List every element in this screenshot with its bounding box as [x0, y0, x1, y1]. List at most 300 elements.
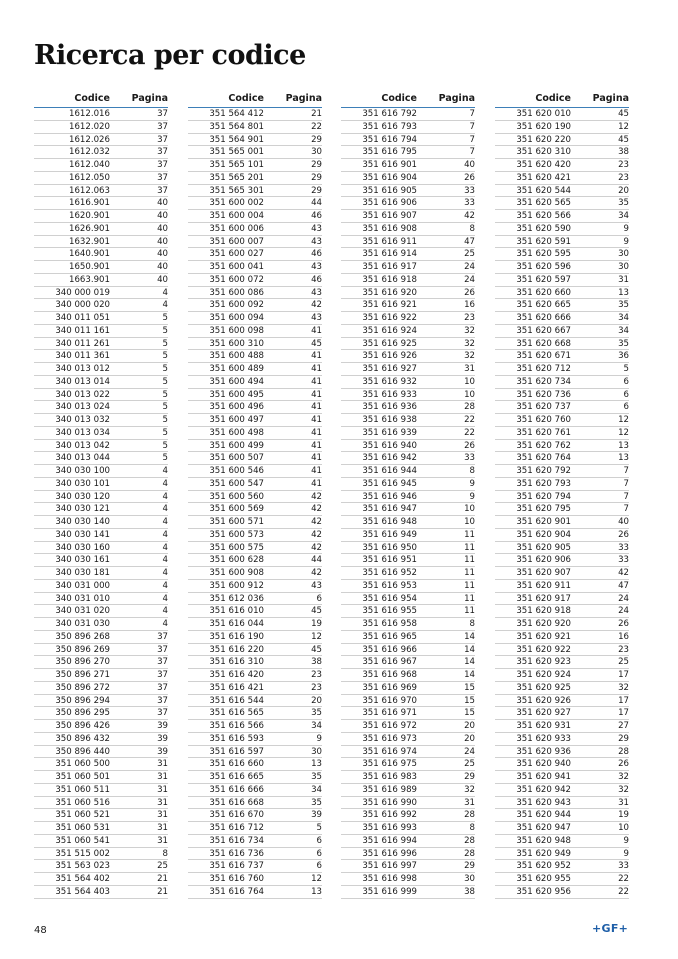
table-row — [34, 682, 168, 695]
table-body — [495, 108, 629, 899]
code-cell: 340 030 161 — [55, 555, 110, 566]
table-row — [188, 529, 322, 542]
table-row — [188, 644, 322, 657]
page-cell: 14 — [464, 631, 475, 642]
page-cell: 32 — [464, 325, 475, 336]
table-row — [188, 656, 322, 669]
code-cell: 351 564 901 — [209, 134, 264, 145]
table-row — [495, 771, 629, 784]
table-row — [341, 503, 475, 516]
page-cell: 4 — [162, 300, 168, 311]
page-cell: 26 — [618, 759, 629, 770]
table-row — [34, 797, 168, 810]
table-row — [34, 554, 168, 567]
code-cell: 351 600 571 — [209, 517, 264, 527]
table-row — [341, 516, 475, 529]
code-cell: 1616.901 — [68, 198, 110, 209]
page-cell: 37 — [157, 134, 168, 145]
table-row — [34, 822, 168, 835]
code-cell: 351 616 972 — [362, 721, 417, 731]
table-row — [188, 593, 322, 606]
code-cell: 351 620 907 — [516, 568, 571, 578]
table-body — [34, 108, 168, 899]
page-cell: 14 — [464, 670, 475, 680]
table-row — [188, 121, 322, 134]
code-cell: 340 031 020 — [55, 606, 110, 617]
table-row — [188, 401, 322, 414]
code-cell: 351 616 992 — [362, 810, 417, 821]
code-cell: 351 564 403 — [55, 886, 110, 897]
table-row — [34, 210, 168, 223]
table-row — [495, 733, 629, 746]
page-cell: 23 — [618, 172, 629, 183]
page-cell: 43 — [311, 287, 322, 298]
code-cell: 351 564 801 — [209, 121, 264, 132]
table-row — [34, 542, 168, 555]
code-cell: 350 896 295 — [55, 708, 110, 719]
page-cell: 28 — [464, 810, 475, 821]
code-cell: 351 600 494 — [209, 376, 264, 387]
code-cell: 351 620 760 — [516, 415, 571, 425]
code-cell: 351 620 949 — [516, 848, 571, 859]
table-row — [495, 401, 629, 414]
page-cell: 12 — [618, 427, 629, 438]
page-cell: 13 — [311, 759, 322, 770]
page-cell: 40 — [157, 274, 168, 285]
page-cell: 4 — [162, 593, 168, 604]
table-row — [188, 427, 322, 440]
code-cell: 351 620 590 — [516, 223, 571, 234]
code-cell: 351 600 007 — [209, 236, 264, 247]
code-cell: 351 616 951 — [362, 555, 417, 566]
code-cell: 351 616 997 — [362, 861, 417, 872]
table-row — [495, 414, 629, 427]
code-cell: 351 600 488 — [209, 351, 264, 362]
page-cell: 41 — [311, 376, 322, 387]
table-row — [341, 873, 475, 886]
table-row — [341, 707, 475, 720]
page-cell: 16 — [618, 631, 629, 642]
code-cell: 351 616 938 — [362, 415, 417, 425]
code-cell: 340 011 161 — [55, 325, 110, 336]
page-cell: 44 — [311, 198, 322, 209]
page-cell: 39 — [157, 733, 168, 744]
table-row — [341, 172, 475, 185]
table-row — [495, 784, 629, 797]
code-cell: 351 616 996 — [362, 848, 417, 859]
page-cell: 28 — [464, 835, 475, 846]
table-row — [495, 465, 629, 478]
page-cell: 8 — [162, 848, 168, 859]
page-cell: 21 — [311, 109, 322, 119]
table-row — [341, 236, 475, 249]
page-cell: 42 — [311, 491, 322, 502]
table-row — [188, 797, 322, 810]
table-row — [34, 261, 168, 274]
table-row — [188, 503, 322, 516]
code-cell: 351 620 927 — [516, 708, 571, 719]
gf-logo: +GF+ — [592, 922, 629, 935]
table-row — [188, 159, 322, 172]
table-row — [34, 248, 168, 261]
page-cell: 46 — [311, 274, 322, 285]
code-cell: 351 616 907 — [362, 211, 417, 221]
code-cell: 351 616 970 — [362, 695, 417, 706]
code-cell: 351 620 597 — [516, 274, 571, 285]
page-cell: 41 — [311, 415, 322, 425]
table-row — [34, 287, 168, 300]
page-cell: 35 — [618, 338, 629, 349]
code-cell: 350 896 432 — [55, 733, 110, 744]
table-row — [34, 529, 168, 542]
code-cell: 350 896 440 — [55, 746, 110, 757]
table-row — [495, 185, 629, 198]
code-cell: 351 620 190 — [516, 121, 571, 132]
code-cell: 351 620 925 — [516, 682, 571, 693]
table-row — [341, 414, 475, 427]
page-cell: 32 — [464, 351, 475, 362]
table-row — [341, 886, 475, 899]
code-cell: 351 616 421 — [209, 682, 264, 693]
code-cell: 351 616 932 — [362, 376, 417, 387]
page-cell: 6 — [316, 835, 322, 846]
table-row — [495, 542, 629, 555]
table-row — [495, 134, 629, 147]
table-row — [495, 605, 629, 618]
table-row — [495, 338, 629, 351]
code-cell: 340 013 044 — [55, 453, 110, 464]
code-cell: 1620.901 — [68, 211, 110, 221]
code-cell: 351 616 974 — [362, 746, 417, 757]
page-cell: 37 — [157, 695, 168, 706]
table-row — [341, 822, 475, 835]
table-row — [341, 350, 475, 363]
table-row — [495, 567, 629, 580]
table-row — [341, 797, 475, 810]
page-cell: 24 — [464, 274, 475, 285]
table-row — [34, 848, 168, 861]
table-row — [495, 350, 629, 363]
code-cell: 351 620 010 — [516, 109, 571, 119]
page-cell: 6 — [316, 861, 322, 872]
table-row — [495, 325, 629, 338]
code-cell: 351 616 906 — [362, 198, 417, 209]
code-cell: 351 600 546 — [209, 466, 264, 476]
table-row — [495, 287, 629, 300]
page-cell: 39 — [157, 721, 168, 731]
page-cell: 11 — [464, 555, 475, 566]
table-row — [188, 860, 322, 873]
code-cell: 351 616 958 — [362, 619, 417, 629]
page-cell: 33 — [618, 542, 629, 553]
code-cell: 351 620 936 — [516, 746, 571, 757]
code-cell: 351 060 501 — [55, 772, 110, 782]
code-cell: 351 612 036 — [209, 593, 264, 604]
code-cell: 351 616 793 — [362, 121, 417, 132]
code-cell: 351 600 086 — [209, 287, 264, 298]
code-cell: 351 564 412 — [209, 109, 264, 119]
table-row — [341, 491, 475, 504]
page-cell: 22 — [618, 886, 629, 897]
table-body — [341, 108, 475, 899]
page-cell: 33 — [618, 861, 629, 872]
code-cell: 351 616 904 — [362, 172, 417, 183]
code-cell: 351 616 734 — [209, 835, 264, 846]
code-cell: 351 616 944 — [362, 466, 417, 476]
table-row — [495, 389, 629, 402]
table-row — [188, 299, 322, 312]
table-row — [495, 656, 629, 669]
page-cell: 47 — [618, 580, 629, 591]
table-row — [34, 299, 168, 312]
table-row — [34, 159, 168, 172]
code-cell: 351 620 665 — [516, 300, 571, 311]
code-cell: 351 616 933 — [362, 389, 417, 400]
page-cell: 4 — [162, 606, 168, 617]
code-cell: 351 616 764 — [209, 886, 264, 897]
code-cell: 351 620 940 — [516, 759, 571, 770]
table-row — [341, 299, 475, 312]
page-cell: 5 — [162, 415, 168, 425]
table-row — [495, 236, 629, 249]
code-cell: 351 616 945 — [362, 478, 417, 489]
table-row — [495, 274, 629, 287]
page-cell: 5 — [162, 453, 168, 464]
code-cell: 351 616 737 — [209, 861, 264, 872]
table-row — [188, 491, 322, 504]
code-cell: 351 620 905 — [516, 542, 571, 553]
code-cell: 351 600 092 — [209, 300, 264, 311]
page-cell: 17 — [618, 708, 629, 719]
page-cell: 44 — [311, 555, 322, 566]
code-cell: 351 600 041 — [209, 262, 264, 272]
table-row — [495, 197, 629, 210]
page-cell: 41 — [311, 351, 322, 362]
code-cell: 351 600 575 — [209, 542, 264, 553]
table-row — [188, 720, 322, 733]
table-row — [188, 248, 322, 261]
page-cell: 20 — [618, 185, 629, 196]
code-cell: 351 565 201 — [209, 172, 264, 183]
page-cell: 46 — [311, 211, 322, 221]
page-cell: 4 — [162, 529, 168, 540]
code-cell: 351 620 941 — [516, 772, 571, 782]
page-cell: 6 — [316, 848, 322, 859]
page-cell: 38 — [618, 147, 629, 158]
table-row — [188, 567, 322, 580]
code-cell: 351 616 660 — [209, 759, 264, 770]
page-cell: 25 — [464, 249, 475, 260]
code-cell: 351 616 940 — [362, 440, 417, 451]
code-cell: 351 620 565 — [516, 198, 571, 209]
table-row — [188, 197, 322, 210]
page-cell: 45 — [311, 606, 322, 617]
code-cell: 351 620 924 — [516, 670, 571, 680]
table-row — [34, 185, 168, 198]
page-cell: 30 — [618, 262, 629, 272]
code-cell: 350 896 270 — [55, 657, 110, 668]
page-cell: 24 — [618, 593, 629, 604]
code-cell: 351 620 906 — [516, 555, 571, 566]
table-row — [495, 223, 629, 236]
page-cell: 12 — [618, 121, 629, 132]
table-row — [341, 580, 475, 593]
page-cell: 20 — [464, 733, 475, 744]
table-row — [341, 542, 475, 555]
code-cell: 351 616 670 — [209, 810, 264, 821]
page-cell: 40 — [618, 517, 629, 527]
code-cell: 351 620 310 — [516, 147, 571, 158]
table-row — [341, 376, 475, 389]
code-cell: 351 620 942 — [516, 784, 571, 795]
code-cell: 351 515 002 — [55, 848, 110, 859]
code-cell: 351 620 660 — [516, 287, 571, 298]
page-cell: 5 — [162, 325, 168, 336]
page-cell: 33 — [464, 453, 475, 464]
page-cell: 5 — [162, 313, 168, 323]
table-row — [341, 427, 475, 440]
table-row — [34, 325, 168, 338]
code-cell: 351 616 914 — [362, 249, 417, 260]
code-cell: 351 620 952 — [516, 861, 571, 872]
page-cell: 22 — [464, 415, 475, 425]
page-cell: 37 — [157, 682, 168, 693]
table-row — [495, 797, 629, 810]
code-cell: 351 620 943 — [516, 797, 571, 808]
table-row — [188, 733, 322, 746]
page-cell: 9 — [623, 236, 629, 247]
code-cell: 351 600 072 — [209, 274, 264, 285]
code-cell: 351 565 101 — [209, 160, 264, 170]
table-row — [34, 376, 168, 389]
code-cell: 351 564 402 — [55, 874, 110, 884]
page-cell: 40 — [157, 198, 168, 209]
page-cell: 46 — [311, 249, 322, 260]
code-cell: 351 616 665 — [209, 772, 264, 782]
header-code: Codice — [535, 93, 571, 104]
page-cell: 12 — [311, 874, 322, 884]
table-row — [34, 809, 168, 822]
table-header — [188, 93, 322, 108]
code-cell: 351 620 918 — [516, 606, 571, 617]
code-cell: 351 620 712 — [516, 364, 571, 374]
code-cell: 351 620 920 — [516, 619, 571, 629]
code-cell: 351 616 921 — [362, 300, 417, 311]
page-cell: 37 — [157, 147, 168, 158]
page-cell: 36 — [618, 351, 629, 362]
page-cell: 35 — [311, 797, 322, 808]
page-cell: 21 — [157, 886, 168, 897]
page-cell: 31 — [618, 274, 629, 285]
page-cell: 4 — [162, 491, 168, 502]
page-cell: 47 — [464, 236, 475, 247]
code-cell: 351 616 999 — [362, 886, 417, 897]
table-row — [34, 516, 168, 529]
table-row — [341, 363, 475, 376]
table-row — [188, 363, 322, 376]
code-cell: 351 565 001 — [209, 147, 264, 158]
code-cell: 351 620 794 — [516, 491, 571, 502]
code-cell: 340 030 101 — [55, 478, 110, 489]
page-cell: 29 — [311, 134, 322, 145]
page-cell: 13 — [618, 440, 629, 451]
table-row — [341, 835, 475, 848]
table-row — [34, 121, 168, 134]
page-cell: 31 — [618, 797, 629, 808]
table-row — [34, 478, 168, 491]
table-row — [188, 223, 322, 236]
code-cell: 351 600 310 — [209, 338, 264, 349]
table-row — [188, 771, 322, 784]
code-cell: 351 620 671 — [516, 351, 571, 362]
page-cell: 5 — [162, 389, 168, 400]
page-cell: 43 — [311, 236, 322, 247]
code-cell: 351 616 968 — [362, 670, 417, 680]
page-cell: 26 — [464, 287, 475, 298]
table-row — [188, 236, 322, 249]
page-cell: 33 — [464, 198, 475, 209]
page-cell: 13 — [618, 453, 629, 464]
page-cell: 43 — [311, 262, 322, 272]
page-cell: 16 — [464, 300, 475, 311]
page-cell: 20 — [311, 695, 322, 706]
table-row — [188, 707, 322, 720]
code-cell: 351 620 762 — [516, 440, 571, 451]
table-row — [495, 146, 629, 159]
code-cell: 351 616 795 — [362, 147, 417, 158]
table-row — [341, 248, 475, 261]
table-row — [341, 848, 475, 861]
table-header — [495, 93, 629, 108]
page-cell: 39 — [157, 746, 168, 757]
code-cell: 351 616 949 — [362, 529, 417, 540]
page-cell: 40 — [157, 223, 168, 234]
table-row — [188, 312, 322, 325]
table-row — [341, 695, 475, 708]
page-cell: 10 — [464, 389, 475, 400]
code-cell: 351 616 942 — [362, 453, 417, 464]
code-cell: 351 600 098 — [209, 325, 264, 336]
table-row — [34, 707, 168, 720]
page-cell: 9 — [623, 835, 629, 846]
page-cell: 28 — [464, 402, 475, 413]
page-cell: 45 — [618, 109, 629, 119]
code-cell: 351 600 489 — [209, 364, 264, 374]
page-cell: 28 — [464, 848, 475, 859]
code-cell: 1640.901 — [68, 249, 110, 260]
code-cell: 351 616 666 — [209, 784, 264, 795]
table-row — [34, 452, 168, 465]
page-cell: 9 — [469, 491, 475, 502]
table-row — [341, 669, 475, 682]
code-cell: 351 616 925 — [362, 338, 417, 349]
page-cell: 9 — [623, 848, 629, 859]
code-cell: 351 616 668 — [209, 797, 264, 808]
page-cell: 13 — [311, 886, 322, 897]
code-cell: 351 616 926 — [362, 351, 417, 362]
code-cell: 351 620 901 — [516, 517, 571, 527]
code-cell: 351 620 596 — [516, 262, 571, 272]
table-row — [495, 440, 629, 453]
page-cell: 38 — [311, 657, 322, 668]
page-cell: 24 — [618, 606, 629, 617]
code-cell: 340 000 020 — [55, 300, 110, 311]
table-row — [341, 185, 475, 198]
page-cell: 5 — [162, 338, 168, 349]
table-row — [188, 376, 322, 389]
code-cell: 1612.032 — [68, 147, 110, 158]
header-code: Codice — [74, 93, 110, 104]
